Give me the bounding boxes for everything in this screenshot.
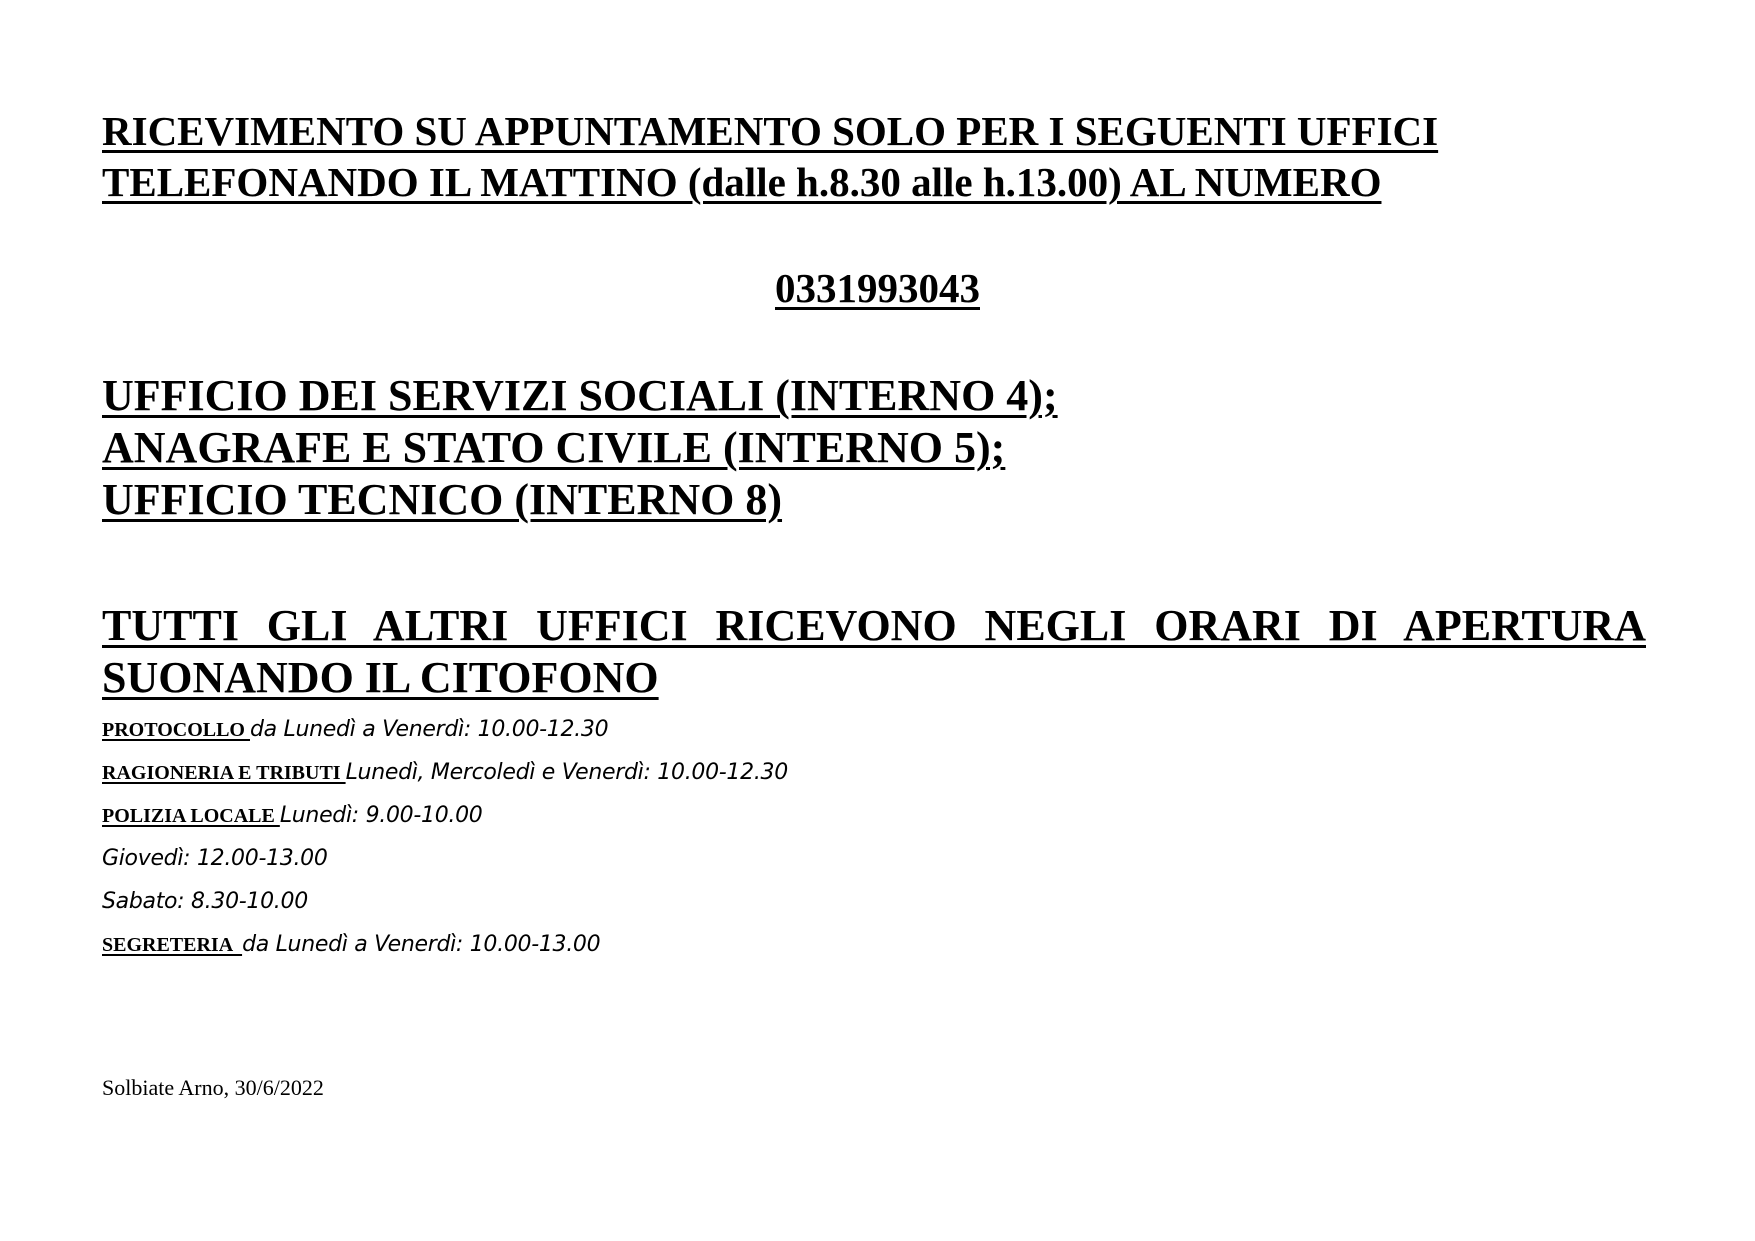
schedule-row-polizia-thursday bbox=[102, 837, 788, 880]
office-registry: ANAGRAFE E STATO CIVILE (INTERNO 5); bbox=[102, 423, 1006, 472]
hours-polizia-thursday: Giovedì: 12.00-13.00 bbox=[102, 846, 328, 871]
other-offices-heading bbox=[102, 600, 1646, 704]
appointment-heading-line-2: TELEFONANDO IL MATTINO (dalle h.8.30 alle h.13.00) AL NUMERO bbox=[102, 159, 1382, 205]
hours-protocollo: da Lunedì a Venerdì: 10.00-12.30 bbox=[250, 717, 609, 742]
office-technical: UFFICIO TECNICO (INTERNO 8) bbox=[102, 475, 783, 524]
schedule-row-protocollo bbox=[102, 708, 788, 751]
opening-hours-list bbox=[102, 708, 788, 966]
office-name-polizia: POLIZIA LOCALE bbox=[102, 805, 280, 827]
appointment-heading-line-1: RICEVIMENTO SU APPUNTAMENTO SOLO PER I SEGUENTI UFFICI bbox=[102, 108, 1439, 154]
hours-polizia-monday: Lunedì: 9.00-10.00 bbox=[279, 803, 483, 828]
appointment-offices-list bbox=[102, 370, 1058, 526]
phone-number: 0331993043 bbox=[775, 265, 980, 311]
office-social-services: UFFICIO DEI SERVIZI SOCIALI (INTERNO 4); bbox=[102, 371, 1058, 420]
other-offices-heading-line-1: TUTTI GLI ALTRI UFFICI RICEVONO NEGLI ORARI DI APERTURA bbox=[102, 601, 1646, 650]
office-name-ragioneria: RAGIONERIA E TRIBUTI bbox=[102, 762, 346, 784]
hours-segreteria: da Lunedì a Venerdì: 10.00-13.00 bbox=[242, 932, 601, 957]
appointment-heading bbox=[102, 106, 1438, 208]
schedule-row-segreteria bbox=[102, 923, 788, 966]
other-offices-heading-line-2: SUONANDO IL CITOFONO bbox=[102, 653, 659, 702]
hours-polizia-saturday: Sabato: 8.30-10.00 bbox=[102, 889, 308, 914]
schedule-row-polizia-saturday bbox=[102, 880, 788, 923]
schedule-row-ragioneria bbox=[102, 751, 788, 794]
place-and-date: Solbiate Arno, 30/6/2022 bbox=[102, 1075, 324, 1100]
office-name-segreteria: SEGRETERIA bbox=[102, 934, 243, 956]
schedule-row-polizia bbox=[102, 794, 788, 837]
office-name-protocollo: PROTOCOLLO bbox=[102, 719, 250, 741]
hours-ragioneria: Lunedì, Mercoledì e Venerdì: 10.00-12.30 bbox=[345, 760, 788, 785]
